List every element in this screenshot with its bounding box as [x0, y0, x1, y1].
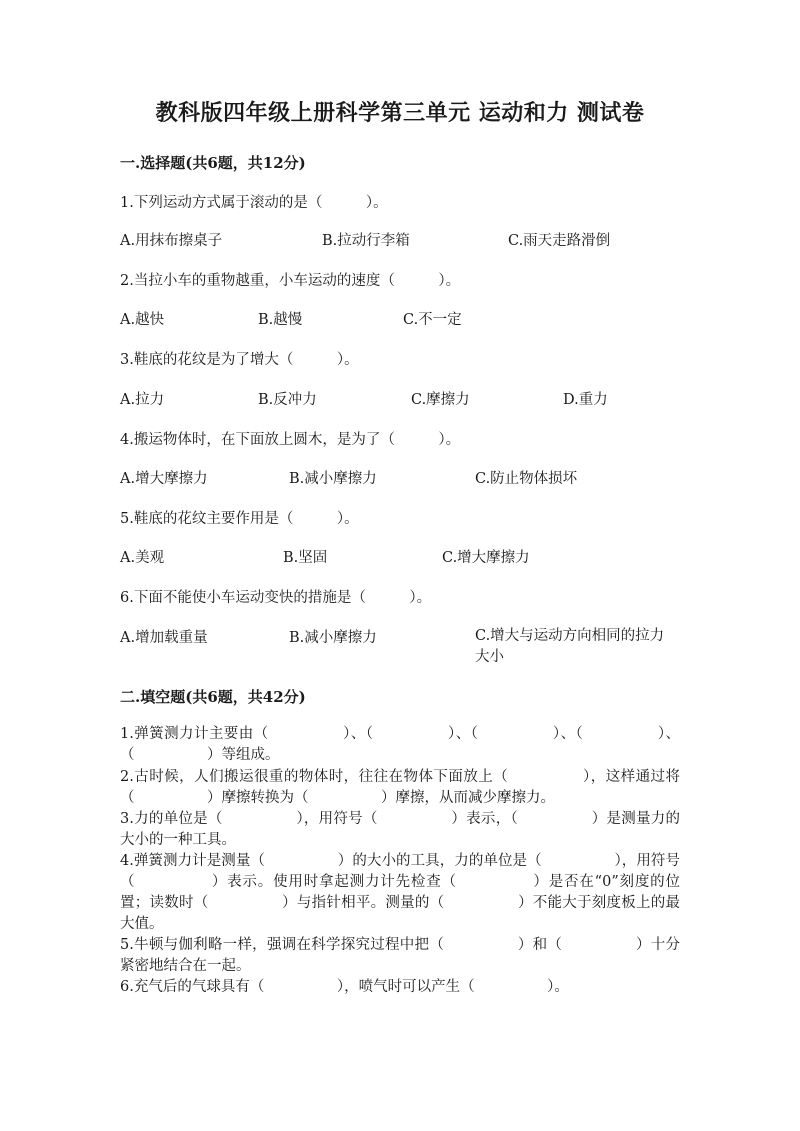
section-heading-multiple-choice: 一.选择题(共6题，共12分)	[120, 154, 306, 172]
fill-in-item-5: 5.牛顿与伽利略一样，强调在科学探究过程中把（ ）和（ ）十分紧密地结合在一起。	[120, 937, 680, 974]
question-1-option-a: A.用抹布擦桌子	[120, 233, 223, 249]
question-3-stem: 3.鞋底的花纹是为了增大（ ）。	[120, 352, 359, 368]
question-2-option-b: B.越慢	[258, 312, 303, 328]
section-heading-fill-in: 二.填空题(共6题，共42分)	[120, 688, 306, 706]
question-3-option-a: A.拉力	[120, 392, 165, 408]
question-4-option-c: C.防止物体损坏	[475, 471, 578, 487]
question-6-option-c: C.增大与运动方向相同的拉力大小	[475, 628, 665, 665]
question-4-option-a: A.增大摩擦力	[120, 471, 208, 487]
question-5-option-c: C.增大摩擦力	[442, 550, 530, 566]
question-5-option-b: B.坚固	[283, 550, 328, 566]
question-2-stem: 2.当拉小车的重物越重，小车运动的速度（ ）。	[120, 273, 461, 289]
question-1-stem: 1.下列运动方式属于滚动的是（ ）。	[120, 195, 388, 211]
fill-in-item-3: 3.力的单位是（ ），用符号（ ）表示，（ ）是测量力的大小的一种工具。	[120, 811, 680, 848]
question-1-option-b: B.拉动行李箱	[322, 233, 410, 249]
question-6-option-b: B.减小摩擦力	[289, 630, 377, 646]
question-2-option-c: C.不一定	[403, 312, 462, 328]
question-3-option-d: D.重力	[563, 392, 608, 408]
question-5-option-a: A.美观	[120, 550, 165, 566]
question-6-stem: 6.下面不能使小车运动变快的措施是（ ）。	[120, 590, 432, 606]
fill-in-item-4: 4.弹簧测力计是测量（ ）的大小的工具，力的单位是（ ），用符号（ ）表示。使用时拿起测力计先检查（ ）是否在“0”刻度的位置；读数时（ ）与指针相平。测量的（ ）不能大于刻度板上的最大值。	[120, 853, 680, 932]
question-1-option-c: C.雨天走路滑倒	[508, 233, 611, 249]
question-2-option-a: A.越快	[120, 312, 165, 328]
question-3-option-c: C.摩擦力	[411, 392, 470, 408]
fill-in-item-6: 6.充气后的气球具有（ ），喷气时可以产生（ ）。	[120, 979, 569, 995]
question-3-option-b: B.反冲力	[258, 392, 317, 408]
fill-in-item-1: 1.弹簧测力计主要由（ ）、（ ）、（ ）、（ ）、（ ）等组成。	[120, 726, 680, 763]
page-title: 教科版四年级上册科学第三单元 运动和力 测试卷	[155, 100, 645, 126]
fill-in-item-2: 2.古时候，人们搬运很重的物体时，往往在物体下面放上（ ），这样通过将（ ）摩擦转换为（ ）摩擦，从而减少摩擦力。	[120, 769, 680, 806]
question-6-option-a: A.增加载重量	[120, 630, 208, 646]
question-4-option-b: B.减小摩擦力	[289, 471, 377, 487]
question-4-stem: 4.搬运物体时，在下面放上圆木，是为了（ ）。	[120, 432, 461, 448]
question-5-stem: 5.鞋底的花纹主要作用是（ ）。	[120, 511, 359, 527]
